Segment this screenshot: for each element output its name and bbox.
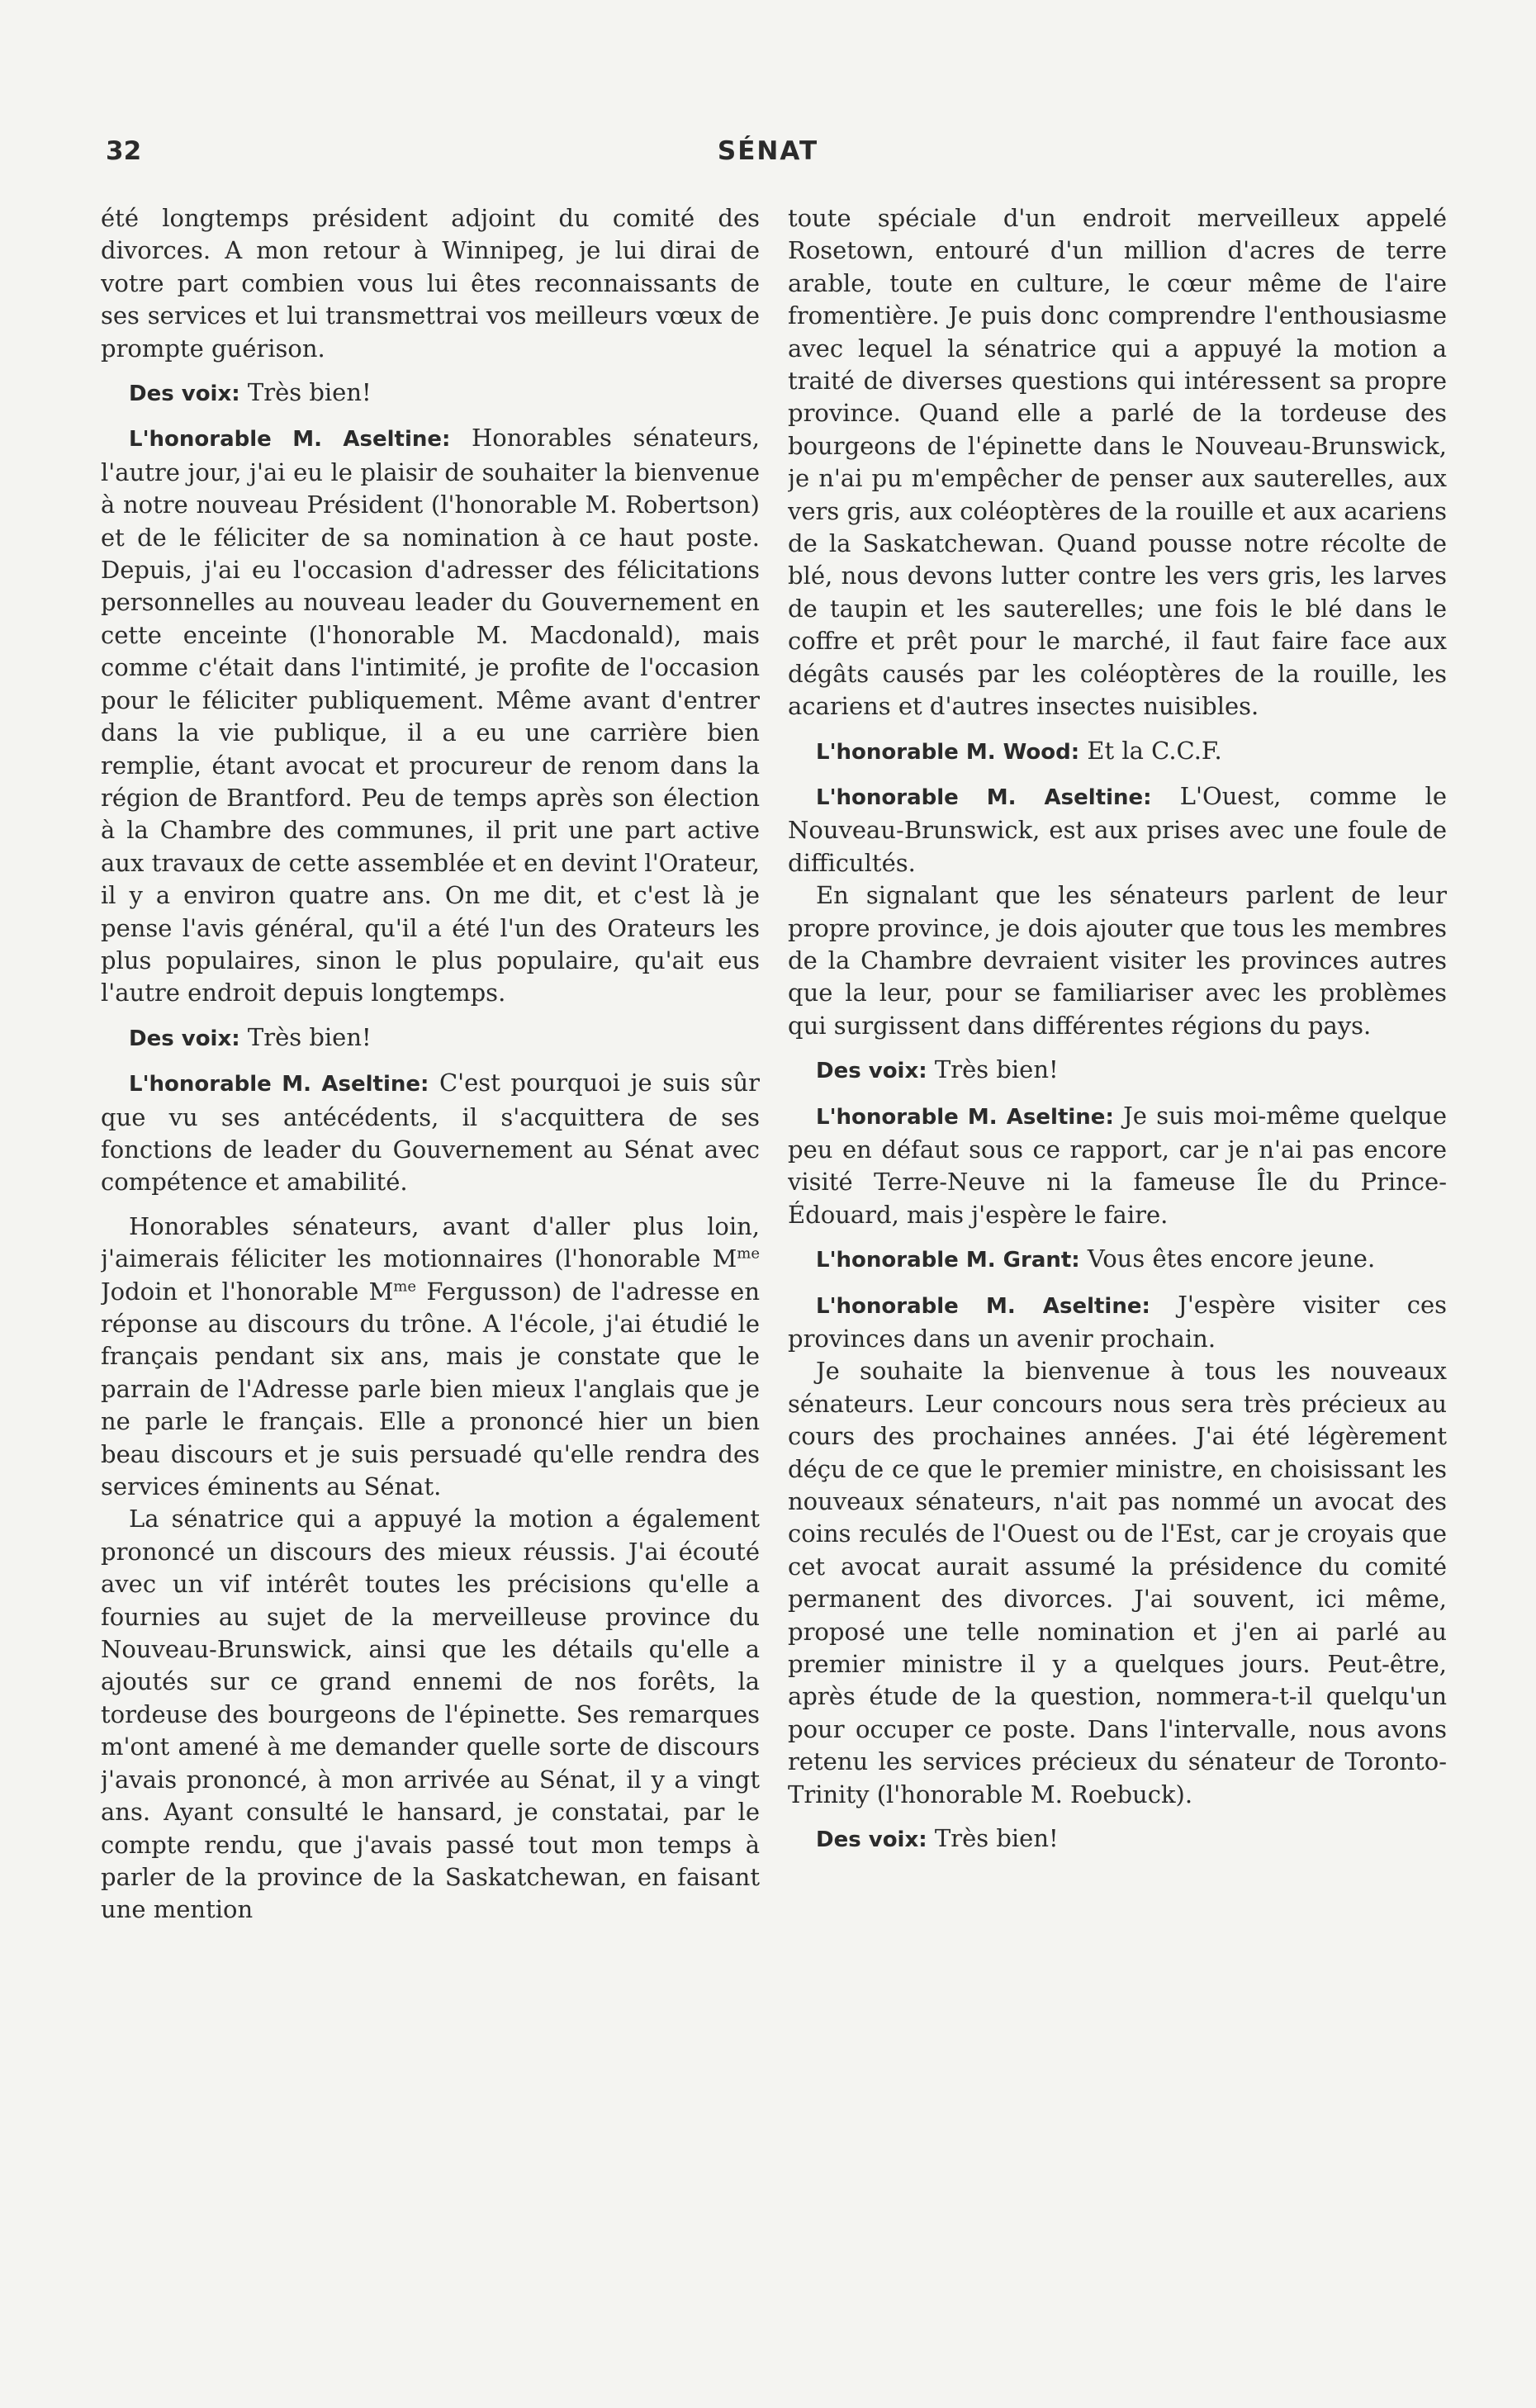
paragraph: La sénatrice qui a appuyé la motion a également prononcé un discours des mieux réussis. J'ai écouté avec un vif intérêt toutes les précisions qu'elle a fournies au sujet de la merveilleuse province du Nouveau-Brunswick, ainsi que les détails qu'elle a ajoutés sur ce grand ennemi de nos forêts, la tordeuse des bourgeons de l'épinette. Ses remarques m'ont amené à me demander quelle sorte de discours j'avais prononcé, à mon arrivée au Sénat, il y a vingt ans. Ayant consulté le hansard, je constatai, par le compte rendu, que j'avais passé tout mon temps à parler de la province de la Saskatchewan, en faisant une mention xyxy=(101,1505,760,1924)
voices-interjection xyxy=(788,1054,1447,1088)
paragraph-text: Fergusson) de l'adresse en réponse au discours du trône. A l'école, j'ai étudié le français pendant six ans, mais je constate que le parrain de l'Adresse parle bien mieux l'anglais que je ne parle le français. Elle a prononcé hier un bien beau discours et je suis persuadé qu'elle rendra des services éminents au Sénat. xyxy=(101,1277,760,1501)
speech xyxy=(788,1243,1447,1277)
text-columns xyxy=(101,202,1455,2201)
speaker-name: L'honorable M. Wood: xyxy=(816,739,1080,765)
voices-interjection xyxy=(788,1823,1447,1856)
speech-text: Très bien! xyxy=(239,1022,372,1051)
speech-text: L'Ouest, comme le Nouveau-Brunswick, est aux prises avec une foule de difficultés. xyxy=(788,781,1447,877)
speech xyxy=(788,1100,1447,1232)
superscript: me xyxy=(393,1277,416,1295)
page-number: 32 xyxy=(106,136,142,166)
paragraph-text: Honorables sénateurs, avant d'aller plus loin, j'aimerais féliciter les motionnaires (l'honorable M xyxy=(101,1211,760,1273)
speaker-name: Des voix: xyxy=(129,1026,240,1051)
speech-text: Très bien! xyxy=(927,1824,1059,1853)
paragraph: Je souhaite la bienvenue à tous les nouveaux sénateurs. Leur concours nous sera très précieux au cours des prochaines années. J'ai été légèrement déçu de ce que le premier ministre, en choisissant les nouveaux sénateurs, n'ait pas nommé un avocat des coins reculés de l'Ouest ou de l'Est, car je croyais que cet avocat aurait assumé la présidence du comité permanent des divorces. J'ai souvent, ici même, proposé une telle nomination et j'en ai parlé au premier ministre il y a quelques jours. Peut-être, après étude de la question, nommera-t-il quelqu'un pour occuper ce poste. Dans l'intervalle, nous avons retenu les services précieux du sénateur de Toronto-Trinity (l'honorable M. Roebuck). xyxy=(788,1357,1447,1808)
paragraph: été longtemps président adjoint du comité des divorces. A mon retour à Winnipeg, je lui dirai de votre part combien vous lui êtes reconnaissants de ses services et lui transmettrai vos meilleurs vœux de prompte guérison. xyxy=(101,204,760,363)
speech xyxy=(788,780,1447,879)
left-column xyxy=(101,202,760,1927)
paragraph: toute spéciale d'un endroit merveilleux appelé Rosetown, entouré d'un million d'acres de terre arable, toute en culture, le cœur même de l'aire fromentière. Je puis donc comprendre l'enthousiasme avec lequel la sénatrice qui a appuyé la motion a traité de diverses questions qui intéressent sa propre province. Quand elle a parlé de la tordeuse des bourgeons de l'épinette dans le Nouveau-Brunswick, je n'ai pu m'empêcher de penser aux sauterelles, aux vers gris, aux coléoptères de la rouille et aux acariens de la Saskatchewan. Quand pousse notre récolte de blé, nous devons lutter contre les vers gris, les larves de taupin et les sauterelles; une fois le blé dans le coffre et prêt pour le marché, il faut faire face aux dégâts causés par les coléoptères de la rouille, les acariens et d'autres insectes nuisibles. xyxy=(788,204,1447,721)
speaker-name: L'honorable M. Aseltine: xyxy=(129,1072,429,1097)
speaker-name: L'honorable M. Grant: xyxy=(816,1248,1080,1273)
speech-text: Très bien! xyxy=(927,1055,1059,1084)
speech-text: Très bien! xyxy=(239,378,372,407)
speech-text: Honorables sénateurs, l'autre jour, j'ai eu le plaisir de souhaiter la bienvenue à notre nouveau Président (l'honorable M. Robertson) et de le féliciter de sa nomination à ce haut poste. Depuis, j'ai eu l'occasion d'adresser des félicitations personnelles au nouveau leader du Gouvernement en cette enceinte (l'honorable M. Macdonald), mais comme c'était dans l'intimité, je profite de l'occasion pour le féliciter publiquement. Même avant d'entrer dans la vie publique, il a eu une carrière bien remplie, étant avocat et procureur de renom dans la région de Brantford. Peu de temps après son élection à la Chambre des communes, il prit une part active aux travaux de cette assemblée et en devint l'Orateur, il y a environ quatre ans. On me dit, et c'est là je pense l'avis général, qu'il a été l'un des Orateurs les plus populaires, sinon le plus populaire, qu'ait eus l'autre endroit depuis longtemps. xyxy=(101,424,760,1007)
speech-text: Vous êtes encore jeune. xyxy=(1079,1244,1376,1273)
speaker-name: L'honorable M. Aseltine: xyxy=(129,427,451,453)
speech xyxy=(101,1067,760,1199)
page-title: SÉNAT xyxy=(717,136,819,166)
speaker-name: Des voix: xyxy=(129,382,240,407)
right-column xyxy=(788,202,1447,1869)
speaker-name: Des voix: xyxy=(816,1059,927,1084)
speech-text: C'est pourquoi je suis sûr que vu ses antécédents, il s'acquittera de ses fonctions de leader du Gouvernement au Sénat avec compétence et amabilité. xyxy=(101,1069,760,1197)
speech-text: Et la C.C.F. xyxy=(1079,736,1222,765)
speaker-name: L'honorable M. Aseltine: xyxy=(816,784,1152,810)
page-header xyxy=(106,136,1430,178)
voices-interjection xyxy=(101,1022,760,1055)
speech xyxy=(101,422,760,1009)
voices-interjection xyxy=(101,377,760,410)
paragraph xyxy=(101,1211,760,1504)
speaker-name: L'honorable M. Aseltine: xyxy=(816,1293,1150,1319)
speech-text: J'espère visiter ces provinces dans un avenir prochain. xyxy=(788,1290,1447,1353)
superscript: me xyxy=(737,1244,760,1263)
speaker-name: Des voix: xyxy=(816,1827,927,1853)
speech xyxy=(788,1289,1447,1356)
speaker-name: L'honorable M. Aseltine: xyxy=(816,1104,1114,1130)
speech xyxy=(788,735,1447,769)
paragraph-text: Jodoin et l'honorable M xyxy=(101,1277,394,1306)
speech-text: Je suis moi-même quelque peu en défaut sous ce rapport, car je n'ai pas encore visité Terre-Neuve ni la fameuse Île du Prince-Édouard, mais j'espère le faire. xyxy=(788,1101,1447,1229)
paragraph: En signalant que les sénateurs parlent de leur propre province, je dois ajouter que tous les membres de la Chambre devraient visiter les provinces autres que la leur, pour se familiariser avec les problèmes qui surgissent dans différentes régions du pays. xyxy=(788,881,1447,1040)
